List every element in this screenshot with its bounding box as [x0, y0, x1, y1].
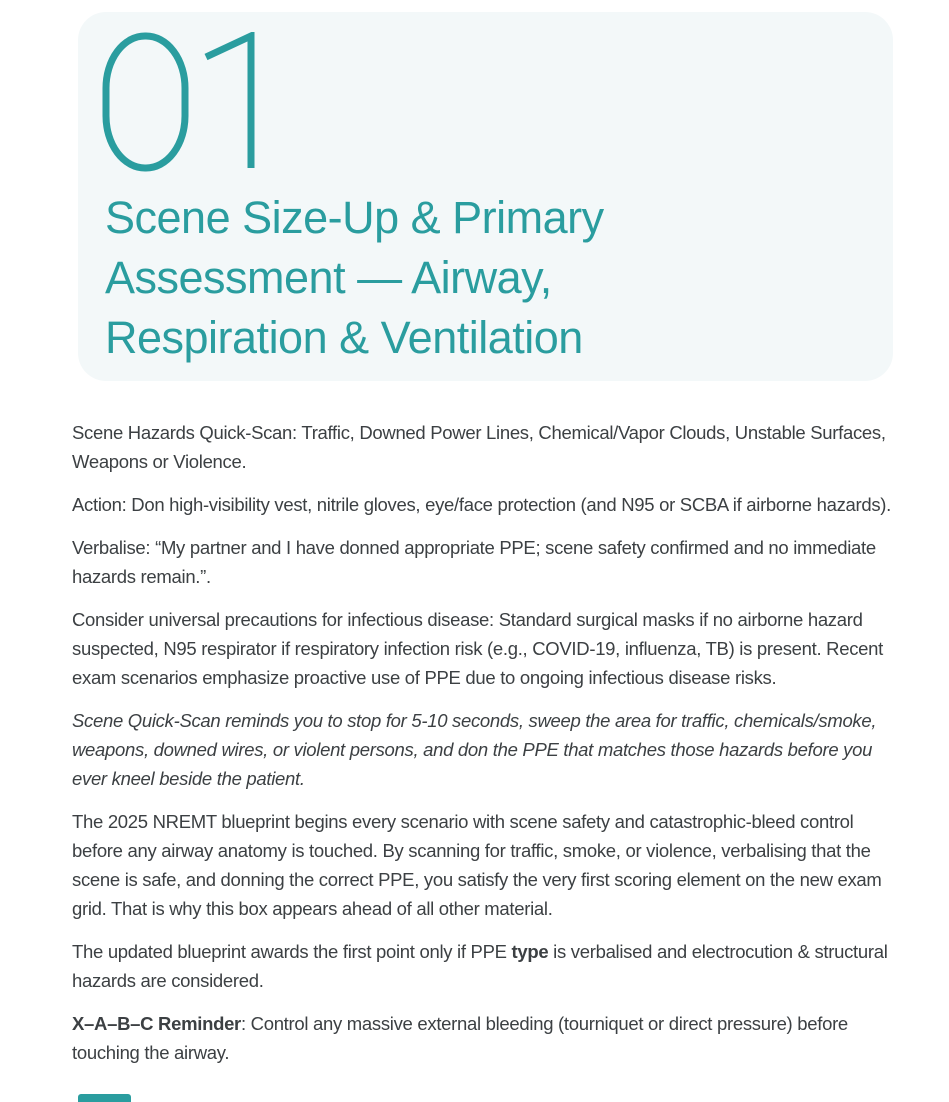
bold-text-run: X–A–B–C Reminder — [72, 1013, 241, 1034]
digit-one — [206, 36, 251, 168]
text-run: : Control any massive external bleeding (tourniquet or direct pressure) before touching the airway. — [72, 1013, 848, 1063]
digit-zero — [106, 36, 185, 168]
paragraph — [72, 418, 893, 476]
section-number-graphic — [102, 32, 262, 172]
body-paragraphs — [0, 418, 949, 1081]
text-run: Scene Hazards Quick-Scan: Traffic, Downed Power Lines, Chemical/Vapor Clouds, Unstable Surfaces, Weapons or Violence. — [72, 422, 886, 472]
footer-accent-bar — [78, 1094, 131, 1102]
section-header-card — [78, 12, 893, 381]
paragraph — [72, 1009, 893, 1067]
paragraph — [72, 807, 893, 923]
text-run: Verbalise: “My partner and I have donned appropriate PPE; scene safety confirmed and no immediate hazards remain.”. — [72, 537, 876, 587]
section-title: Scene Size-Up & Primary Assessment — Airway, Respiration & Ventilation — [105, 192, 604, 363]
text-run: Scene Quick-Scan reminds you to stop for 5-10 seconds, sweep the area for traffic, chemicals/smoke, weapons, downed wires, or violent persons, and don the PPE that matches those hazards before you ever kneel beside the patient. — [72, 710, 877, 789]
text-run: Consider universal precautions for infectious disease: Standard surgical masks if no airborne hazard suspected, N95 respirator if respiratory infection risk (e.g., COVID-19, influenza, TB) is present. Recent exam scenarios emphasize proactive use of PPE due to ongoing infectious disease risks. — [72, 609, 883, 688]
paragraph — [72, 605, 893, 692]
text-run: The 2025 NREMT blueprint begins every scenario with scene safety and catastrophic-bleed control before any airway anatomy is touched. By scanning for traffic, smoke, or violence, verbalising that the scene is safe, and donning the correct PPE, you satisfy the very first scoring element on the new exam grid. That is why this box appears ahead of all other material. — [72, 811, 882, 919]
text-run: Action: Don high-visibility vest, nitrile gloves, eye/face protection (and N95 or SCBA if airborne hazards). — [72, 494, 892, 515]
text-run: is verbalised and electrocution & structural hazards are considered. — [72, 941, 888, 991]
bold-text-run: type — [511, 941, 549, 962]
paragraph — [72, 937, 893, 995]
text-run: The updated blueprint awards the first point only if PPE — [72, 941, 512, 962]
paragraph — [72, 533, 893, 591]
paragraph — [72, 490, 893, 519]
paragraph — [72, 706, 893, 793]
